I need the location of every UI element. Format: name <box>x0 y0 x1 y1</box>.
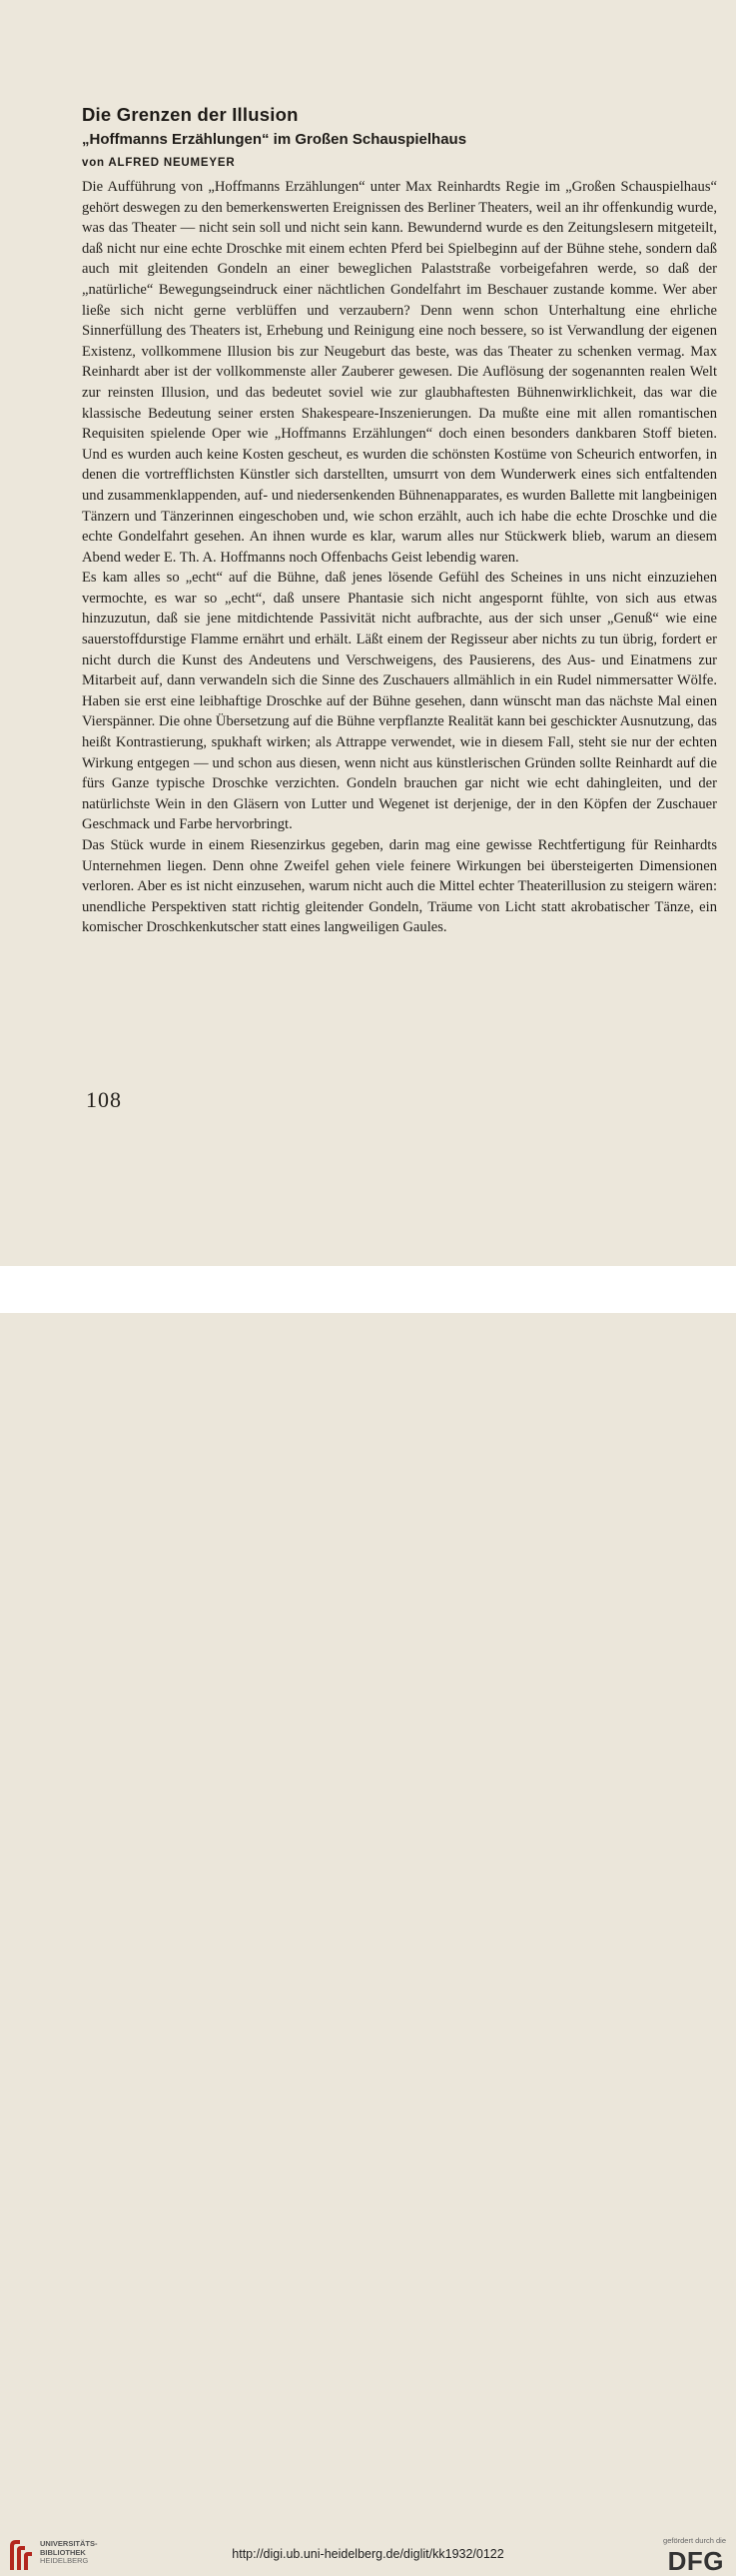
article-subtitle: „Hoffmanns Erzählungen“ im Großen Schauspielhaus <box>82 131 467 148</box>
scanned-page <box>0 0 736 1266</box>
library-line: HEIDELBERG <box>40 2556 89 2565</box>
article-author: von ALFRED NEUMEYER <box>82 157 236 169</box>
library-line: UNIVERSITÄTS- <box>40 2539 98 2548</box>
article-title: Die Grenzen der Illusion <box>82 104 299 125</box>
dfg-logo-icon: DFG <box>667 2546 724 2576</box>
permalink-url[interactable]: http://digi.ub.uni-heidelberg.de/diglit/kk1932/0122 <box>232 2547 504 2561</box>
footer-bar <box>0 1266 736 2576</box>
library-line: BIBLIOTHEK <box>40 2547 86 2557</box>
article-body <box>82 177 717 938</box>
paragraph: Die Aufführung von „Hoffmanns Erzählungen“ unter Max Reinhardts Regie im „Großen Schauspielhaus“ gehört deswegen zu den bemerkenswerten Ereignissen des Berliner Theaters, weil an ihr offenkundig wurde, was das Theater — nicht sein soll und nicht sein kann. Bewundernd wurde es den Zeitungslesern mitgeteilt, daß nicht nur eine echte Droschke mit einem echten Pferd bei Spielbeginn auf der Bühne stehe, sondern daß auch mit gleitenden Gondeln an einer beweglichen Palaststraße vorbeigefahren werde, so daß der „natürliche“ Bewegungseindruck einer nächtlichen Gondelfahrt im Beschauer zustande komme. Wer aber ließe sich nicht gerne verblüffen und verzaubern? Denn wenn schon Unterhaltung eine ehrliche Sinnerfüllung des Theaters ist, Erhebung und Reinigung eine noch bessere, so ist Verwandlung der eigenen Existenz, vollkommene Illusion bis zur Neugeburt das beste, was das Theater zu schenken vermag. Max Reinhardt aber ist der vollkommenste aller Zauberer gewesen. Die Auflösung der sogenannten realen Welt zur reinsten Illusion, und das bedeutet soviel wie zur glaubhaftesten Bühnenwirklichkeit, das war die klassische Bedeutung seiner ersten Shakespeare-Inszenierungen. Da mußte eine mit allen romantischen Requisiten spielende Oper wie „Hoffmanns Erzählungen“ doch einen besonders dankbaren Stoff bieten. Und es wurden auch keine Kosten gescheut, es wurden die schönsten Kostüme von Scheurich entworfen, in denen die vortrefflichsten Künstler sich darstellten, umsurrt von dem Wunderwerk eines sich entfaltenden und zusammenklappenden, auf- und niedersenkenden Bühnenapparates, es wurden Ballette mit langbeinigen Tänzern und Tänzerinnen eingeschoben und, wie schon erzählt, auch ich habe die echte Droschke und die echte Gondelfahrt gesehen. An ihnen wurde es klar, warum alles nur Stückwerk blieb, warum an diesem Abend weder E. Th. A. Hoffmanns noch Offenbachs Geist lebendig waren. <box>82 179 717 566</box>
paragraph: Es kam alles so „echt“ auf die Bühne, daß jenes lösende Gefühl des Scheines in uns nicht einzuziehen vermochte, es war so „echt“, daß unsere Phantasie sich nicht angespornt fühlte, von sich aus etwas hinzuzutun, daß sie jene mitdichtende Passivität nicht aufbrachte, aus der sich unser „Genuß“ wie eine sauerstoffdurstige Flamme ernährt und erhält. Läßt einem der Regisseur aber nichts zu tun übrig, fordert er nicht durch die Kunst des Andeutens und Verschweigens, des Pausierens, des Aus- und Einatmens zur Mitarbeit auf, dann verwandeln sich die Sinne des Zuschauers allmählich in ein Rudel nimmersatter Wölfe. Haben sie erst eine leibhaftige Droschke auf der Bühne gesehen, dann wünscht man das nächste Mal einen Vierspänner. Die ohne Übersetzung auf die Bühne verpflanzte Realität kann bei geschickter Ausnutzung, das heißt Kontrastierung, spukhaft wirken; als Attrappe verwendet, wie in diesem Fall, steht sie nur der echten Wirkung entgegen — und schon aus diesen, wenn nicht aus künstlerischen Gründen sollte Reinhardt auf die fürs Ganze typische Droschke verzichten. Gondeln brauchen gar nicht wie echt dahingleiten, und der natürlichste Wein in den Gläsern von Lutter und Wegenet ist derjenige, der in den Köpfen der Zuschauer Geschmack und Farbe hervorbringt. <box>82 570 717 833</box>
paragraph: Das Stück wurde in einem Riesenzirkus gegeben, darin mag eine gewisse Rechtfertigung für Reinhardts Unternehmen liegen. Denn ohne Zweifel gehen viele feinere Wirkungen bei übersteigerten Dimensionen verloren. Aber es ist nicht einzusehen, warum nicht auch die Mittel echter Theaterillusion zu steigern wären: unendliche Perspektiven statt richtig gleitender Gondeln, Träume von Licht statt akrobatischer Tänze, ein komischer Droschkenkutscher statt eines langweiligen Gaules. <box>82 837 717 936</box>
page-number: 108 <box>86 1087 122 1112</box>
funding-caption: gefördert durch die <box>663 2536 726 2545</box>
